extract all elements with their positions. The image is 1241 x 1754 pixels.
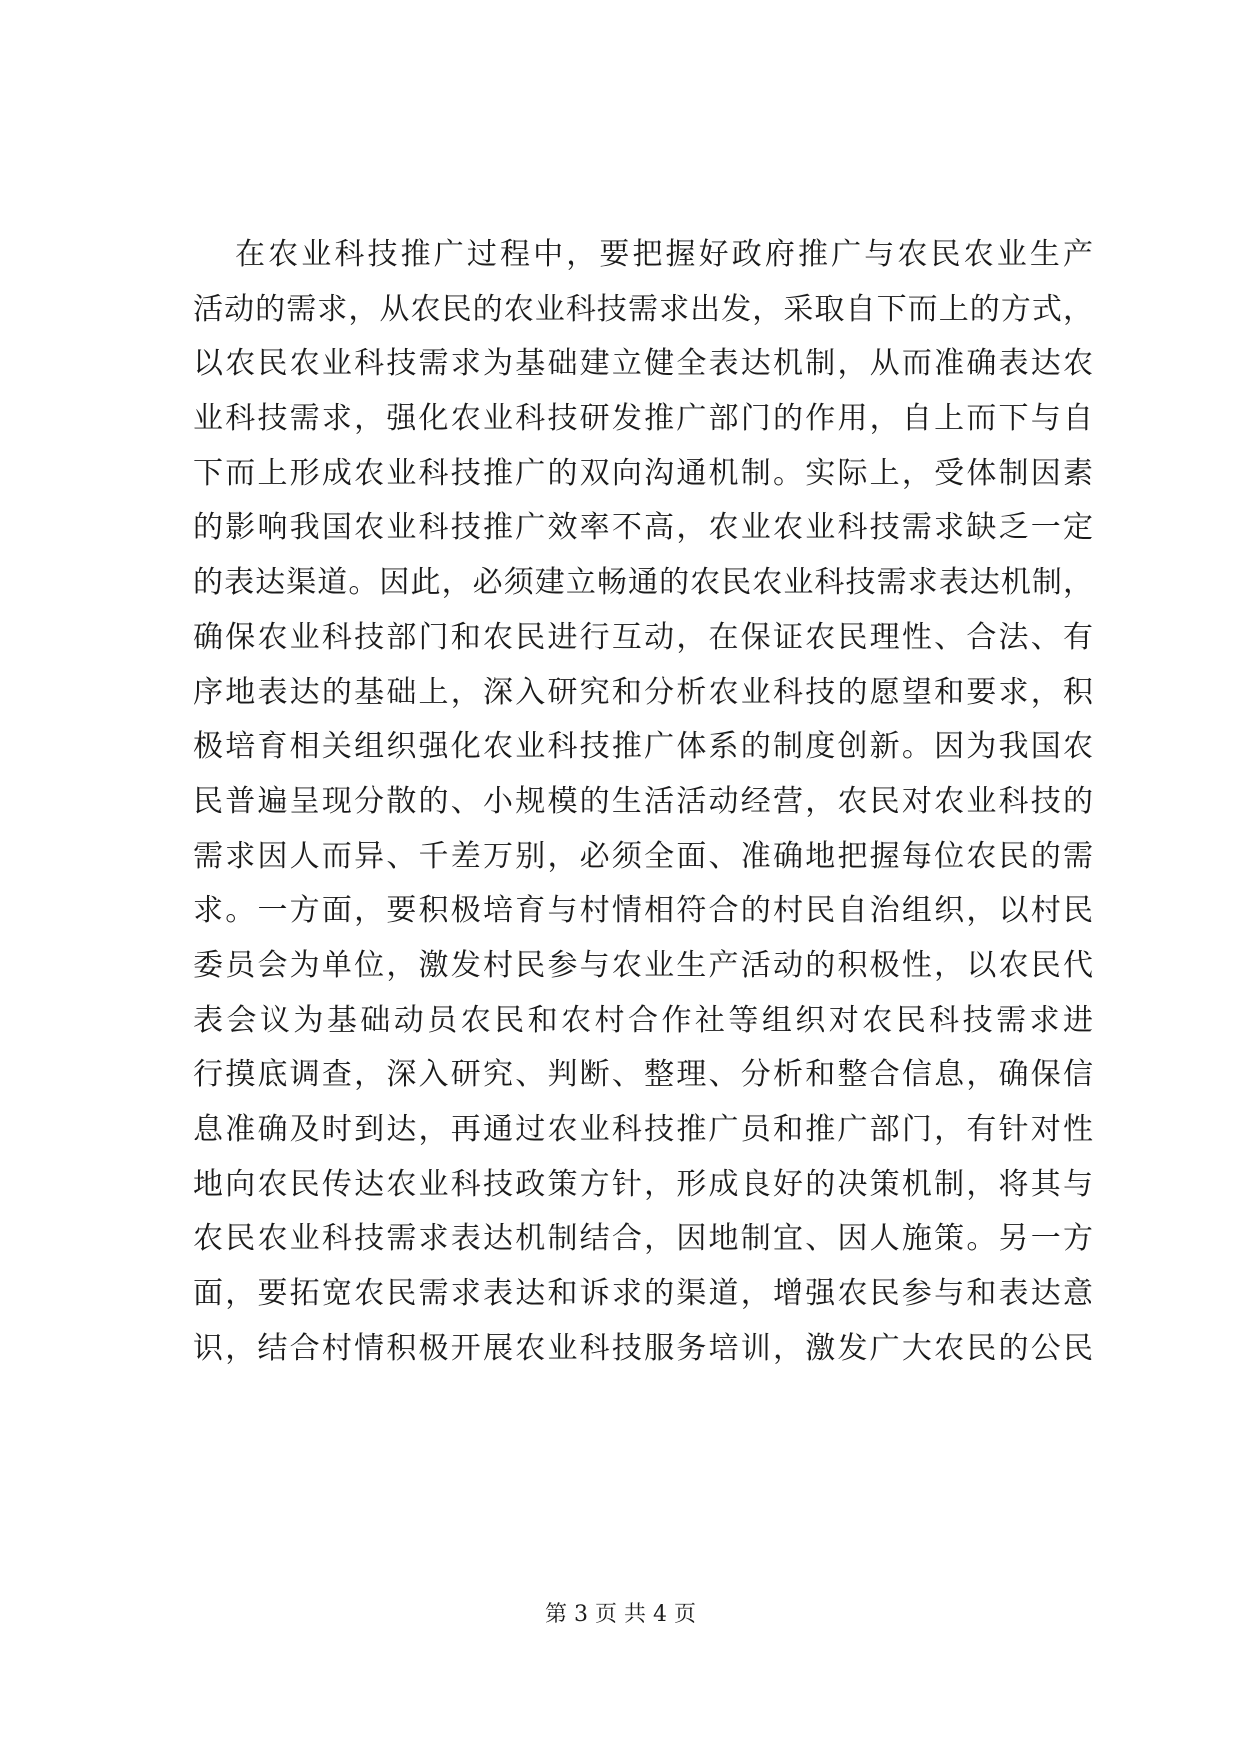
paragraph-line: 的影响我国农业科技推广效率不高，农业农业科技需求缺乏一定 [193,510,1093,546]
paragraph-line: 息准确及时到达，再通过农业科技推广员和推广部门，有针对性 [193,1112,1093,1147]
paragraph-line: 面，要拓宽农民需求表达和诉求的渠道，增强农民参与和表达意 [193,1276,1093,1312]
paragraph-line: 下而上形成农业科技推广的双向沟通机制。实际上，受体制因素 [193,455,1093,491]
paragraph-line: 地向农民传达农业科技政策方针，形成良好的决策机制，将其与 [193,1166,1093,1202]
paragraph-line: 行摸底调查，深入研究、判断、整理、分析和整合信息，确保信 [193,1057,1093,1093]
paragraph-line: 确保农业科技部门和农民进行互动，在保证农民理性、合法、有 [193,619,1093,655]
paragraph-line: 委员会为单位，激发村民参与农业生产活动的积极性，以农民代 [193,947,1093,983]
paragraph-line: 活动的需求，从农民的农业科技需求出发，采取自下而上的方式， [193,291,1093,327]
paragraph-line: 序地表达的基础上，深入研究和分析农业科技的愿望和要求，积 [193,674,1093,710]
paragraph-line: 在农业科技推广过程中，要把握好政府推广与农民农业生产 [235,237,1093,272]
page-footer: 第 3 页 共 4 页 [545,1602,696,1627]
paragraph-line: 极培育相关组织强化农业科技推广体系的制度创新。因为我国农 [193,729,1093,765]
paragraph-line: 业科技需求，强化农业科技研发推广部门的作用，自上而下与自 [193,401,1093,437]
paragraph-line: 需求因人而异、千差万别，必须全面、准确地把握每位农民的需 [193,838,1093,874]
body-paragraph [193,228,1093,1376]
paragraph-line: 表会议为基础动员农民和农村合作社等组织对农民科技需求进 [193,1002,1093,1038]
paragraph-line: 的表达渠道。因此，必须建立畅通的农民农业科技需求表达机制， [193,565,1093,601]
paragraph-line: 以农民农业科技需求为基础建立健全表达机制，从而准确表达农 [193,346,1093,382]
paragraph-line: 识，结合村情积极开展农业科技服务培训，激发广大农民的公民 [193,1330,1093,1366]
paragraph-line: 农民农业科技需求表达机制结合，因地制宜、因人施策。另一方 [193,1221,1093,1257]
paragraph-line: 求。一方面，要积极培育与村情相符合的村民自治组织，以村民 [193,893,1093,929]
paragraph-line: 民普遍呈现分散的、小规模的生活活动经营，农民对农业科技的 [193,783,1093,819]
